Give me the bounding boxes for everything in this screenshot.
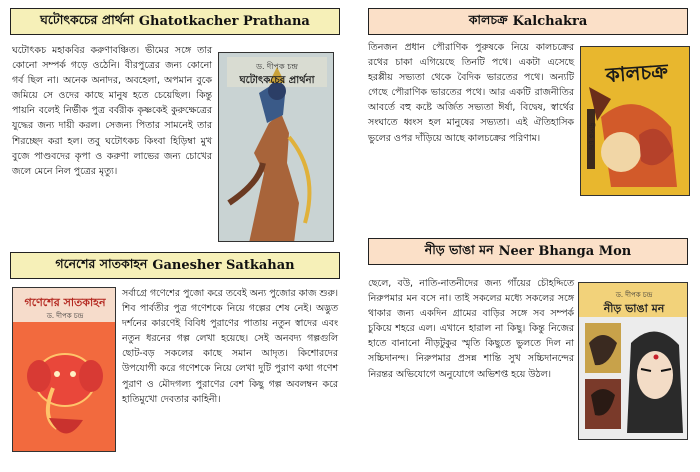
title-bengali: ঘটোৎকচের প্রার্থনা (40, 11, 134, 27)
article-title (368, 8, 688, 35)
title-english: Kalchakra (512, 14, 588, 29)
article-body: ছেলে, বউ, নাতি-নাতনীদের জন্য গাঁয়ের চৌহদ্দিতে নিরুপমার মন বসে না। তাই সকলের মধ্যে সকলের সঙ্গে থাকার জন্য একদিন গ্রামের বাড়ির সঙ্গে সব সম্পর্ক চুকিয়ে শহরে এল। এখানে হারাল না কিছু। কিন্তু নিজের হাতে বানানো নীড়টুকুর স্মৃতি কিছুতে ভুলতে দিল না সচ্চিদানন্দ। নিরুপমার প্রসন্ন শান্তি সুখ সচ্চিদানন্দের নিরন্তর অভিযোগে অনুযোগে অভিশপ্ত হয়ে উঠল। (368, 278, 574, 380)
cover-author: দীপক চন্দ্র (587, 123, 595, 150)
title-bengali: গনেশের সাতকাহন (55, 255, 148, 271)
cover-author: ড. দীপক চন্দ্র (46, 312, 84, 320)
article-body: সর্বাগ্রে গণেশের পুজো করে তবেই অন্য পুজোর কাজ শুরু। শিব পার্বতীর পুত্র গণেশকে নিয়ে গল্পের শেষ নেই। অদ্ভুত দর্শনের কারণেই বিবিধ পুরাণের পাতায় নতুন স্বাদের এবং নতুন ধরনের গল্প লেখা হয়েছে। সেই অনবদ্য গল্পগুলি ছোট-বড় সকলের কাছে সমান আদৃত। কিশোরদের উপযোগী করে গণেশকে নিয়ে লেখা দুটি পুরাণ কথা গণেশ পুরাণ ও মৌদগল্য পুরাণের বেশ কিছু গল্প অবলম্বন করে হাতিমুখো দেবতার কাহিনী। (122, 288, 338, 405)
article-title (10, 252, 340, 279)
book-cover (578, 282, 688, 440)
title-english: Ghatotkacher Prathana (138, 14, 310, 29)
cover-title: কালচক্র (604, 58, 669, 88)
article-title (368, 238, 688, 265)
title-english: Neer Bhanga Mon (498, 244, 632, 259)
article-body: তিনজন প্রধান পৌরাণিক পুরুষকে নিয়ে কালচক্রের রথের চাকা এগিয়েছে তিনটি পথে। একটা এসেছে হরপ্পীয় সভ্যতা থেকে বৈদিক ভারতের পথে। অন্যটি গেছে পৌরাণিক ভারতের পথে। আর একটি রাজনীতির আবর্তে বহু কষ্টে অর্জিত সভ্যতা ঈর্ষা, বিদ্বেষ, স্বার্থের সংঘাতে ধ্বংস হল মানুষের সভ্যতা। এই ঐতিহাসিক ভুলের ওপর দাঁড়িয়ে আছে কালচক্রের পরিণাম। (368, 42, 574, 144)
cover-author: ড. দীপক চন্দ্র (256, 62, 298, 71)
article-title (10, 8, 340, 35)
book-cover (580, 46, 690, 196)
cover-title: গণেশের সাতকাহন (24, 296, 106, 309)
cover-title: নীড় ভাঙা মন (603, 302, 665, 315)
cover-title: ঘটোৎকচের প্রার্থনা (239, 75, 315, 86)
title-bengali: কালচক্র (468, 11, 508, 27)
book-cover (12, 287, 116, 452)
article-body: ঘটোৎকচ মহাকবির করুণাবঞ্চিত। ভীমের সঙ্গে তার কোনো সম্পর্ক গড়ে ওঠেনি। বীরপুত্রের জন্য কোনো গর্ব ছিল না। অনেক অনাদর, অবহেলা, অপমান বুকে জমিয়ে সে ওদের কাছে মানুষ হতে চেয়েছিল। কিন্তু পায়নি বলেই নির্ভীক পুত্র বর্বরীক কৃষ্ণকেই কুরুক্ষেত্রের যুদ্ধের জন্য দায়ী করল। সেজন্য পিতার সামনেই তার শিরচ্ছেদ করা হল। তবু ঘটোৎকচ কিংবা হিড়িম্বা মুখ বুজে পাণ্ডবদের কৃপা ও করুণা লাভের জন্য চোখের জলে মেনে নিল পুত্রের মৃত্যু। (12, 45, 212, 177)
cover-author: ড. দীপক চন্দ্র (615, 291, 653, 299)
book-cover (218, 52, 334, 242)
title-english: Ganesher Satkahan (152, 258, 295, 273)
title-bengali: নীড় ভাঙা মন (424, 241, 494, 257)
